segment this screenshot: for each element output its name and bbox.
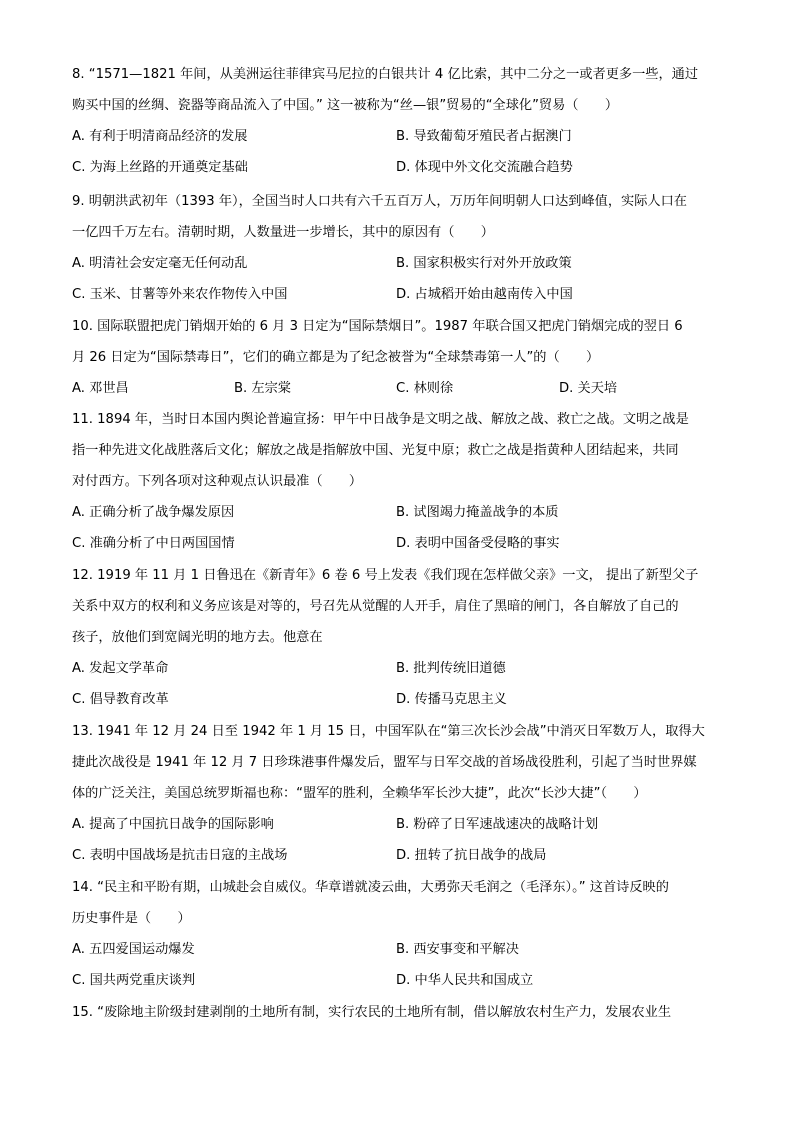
question-text-line: 对付西方。下列各项对这种观点认识最准（ ）: [72, 474, 363, 489]
question-9: [72, 186, 724, 310]
option-row: [72, 840, 724, 871]
option-row: [72, 248, 724, 279]
question-text-line: 月 26 日定为“国际禁毒日”，它们的确立都是为了纪念被誉为“全球禁毒第一人”的（ ）: [72, 350, 600, 365]
option-row: [72, 121, 724, 152]
question-text-line: 一亿四千万左右。清朝时期，人数量进一步增长，其中的原因有（ ）: [72, 225, 494, 240]
question-text-line: 10. 国际联盟把虎门销烟开始的 6 月 3 日定为“国际禁烟日”。1987 年联合国又把虎门销烟完成的翌日 6: [72, 319, 683, 334]
option-d[interactable]: D. 传播马克思主义: [396, 692, 507, 707]
question-text-line: 体的广泛关注，美国总统罗斯福也称：“盟军的胜利，全赖华军长沙大捷”，此次“长沙大捷”（ ）: [72, 786, 647, 801]
question-text-line: 指一种先进文化战胜落后文化；解放之战是指解放中国、光复中原；救亡之战是指黄种人团结起来，共同: [72, 443, 679, 458]
option-b[interactable]: B. 批判传统旧道德: [396, 661, 506, 676]
question-text-line: 关系中双方的权利和义务应该是对等的，号召先从觉醒的人开手，肩住了黑暗的闸门，各自解放了自己的: [72, 599, 679, 614]
option-b[interactable]: B. 试图竭力掩盖战争的本质: [396, 505, 559, 520]
option-b[interactable]: B. 西安事变和平解决: [396, 942, 519, 957]
option-a[interactable]: A. 五四爱国运动爆发: [72, 942, 195, 957]
question-13: [72, 716, 724, 871]
option-row: [72, 965, 724, 996]
question-text-line: 11. 1894 年，当时日本国内舆论普遍宣扬：甲午中日战争是文明之战、解放之战、救亡之战。文明之战是: [72, 412, 689, 427]
question-text-line: 9. 明朝洪武初年（1393 年），全国当时人口共有六千五百万人，万历年间明朝人口达到峰值，实际人口在: [72, 194, 687, 209]
question-14: [72, 872, 724, 996]
question-text-line: 8. “1571—1821 年间，从美洲运往菲律宾马尼拉的白银共计 4 亿比索，其中二分之一或者更多一些，通过: [72, 67, 699, 82]
option-d[interactable]: D. 扭转了抗日战争的战局: [396, 848, 547, 863]
option-a[interactable]: A. 有利于明清商品经济的发展: [72, 129, 248, 144]
question-10: [72, 311, 724, 404]
option-a[interactable]: A. 发起文学革命: [72, 661, 169, 676]
question-text-line: 捷此次战役是 1941 年 12 月 7 日珍珠港事件爆发后，盟军与日军交战的首场战役胜利，引起了当时世界媒: [72, 755, 697, 770]
question-12: [72, 560, 724, 715]
question-text-line: 历史事件是（ ）: [72, 911, 191, 926]
option-row: [72, 279, 724, 310]
option-a[interactable]: A. 正确分析了战争爆发原因: [72, 505, 235, 520]
option-c[interactable]: C. 林则徐: [396, 381, 454, 396]
option-row: [72, 497, 724, 528]
option-row: [72, 934, 724, 965]
question-text-line: 15. “废除地主阶级封建剥削的土地所有制，实行农民的土地所有制，借以解放农村生产力，发展农业生: [72, 1005, 672, 1020]
option-d[interactable]: D. 占城稻开始由越南传入中国: [396, 287, 573, 302]
option-c[interactable]: C. 表明中国战场是抗击日寇的主战场: [72, 848, 288, 863]
option-c[interactable]: C. 准确分析了中日两国国情: [72, 536, 235, 551]
option-b[interactable]: B. 粉碎了日军速战速决的战略计划: [396, 817, 599, 832]
option-row: [72, 684, 724, 715]
option-c[interactable]: C. 倡导教育改革: [72, 692, 169, 707]
question-11: [72, 404, 724, 559]
option-row: [72, 373, 724, 404]
option-row: [72, 152, 724, 183]
question-text-line: 孩子，放他们到宽阔光明的地方去。他意在: [72, 630, 323, 645]
option-c[interactable]: C. 国共两党重庆谈判: [72, 973, 196, 988]
option-c[interactable]: C. 为海上丝路的开通奠定基础: [72, 160, 248, 175]
question-text-line: 12. 1919 年 11 月 1 日鲁迅在《新青年》6 卷 6 号上发表《我们现在怎样做父亲》一文， 提出了新型父子: [72, 568, 699, 583]
option-a[interactable]: A. 邓世昌: [72, 381, 129, 396]
option-d[interactable]: D. 中华人民共和国成立: [396, 973, 534, 988]
option-row: [72, 809, 724, 840]
option-d[interactable]: D. 表明中国备受侵略的事实: [396, 536, 560, 551]
question-text-line: 13. 1941 年 12 月 24 日至 1942 年 1 月 15 日，中国军队在“第三次长沙会战”中消灭日军数万人，取得大: [72, 724, 705, 739]
option-b[interactable]: B. 导致葡萄牙殖民者占据澳门: [396, 129, 572, 144]
question-8: [72, 59, 724, 183]
question-text-line: 14. “民主和平盼有期，山城赴会自威仪。华章谱就凌云曲，大勇弥天毛润之（毛泽东）。” 这首诗反映的: [72, 880, 669, 895]
option-b[interactable]: B. 左宗棠: [234, 381, 291, 396]
option-row: [72, 528, 724, 559]
question-15: [72, 997, 724, 1028]
option-b[interactable]: B. 国家积极实行对外开放政策: [396, 256, 572, 271]
option-row: [72, 653, 724, 684]
option-a[interactable]: A. 明清社会安定毫无任何动乱: [72, 256, 248, 271]
question-text-line: 购买中国的丝绸、瓷器等商品流入了中国。” 这一被称为“丝—银”贸易的“全球化”贸易（ ）: [72, 98, 619, 113]
option-d[interactable]: D. 关天培: [559, 381, 618, 396]
option-a[interactable]: A. 提高了中国抗日战争的国际影响: [72, 817, 274, 832]
option-c[interactable]: C. 玉米、甘薯等外来农作物传入中国: [72, 287, 288, 302]
option-d[interactable]: D. 体现中外文化交流融合趋势: [396, 160, 573, 175]
